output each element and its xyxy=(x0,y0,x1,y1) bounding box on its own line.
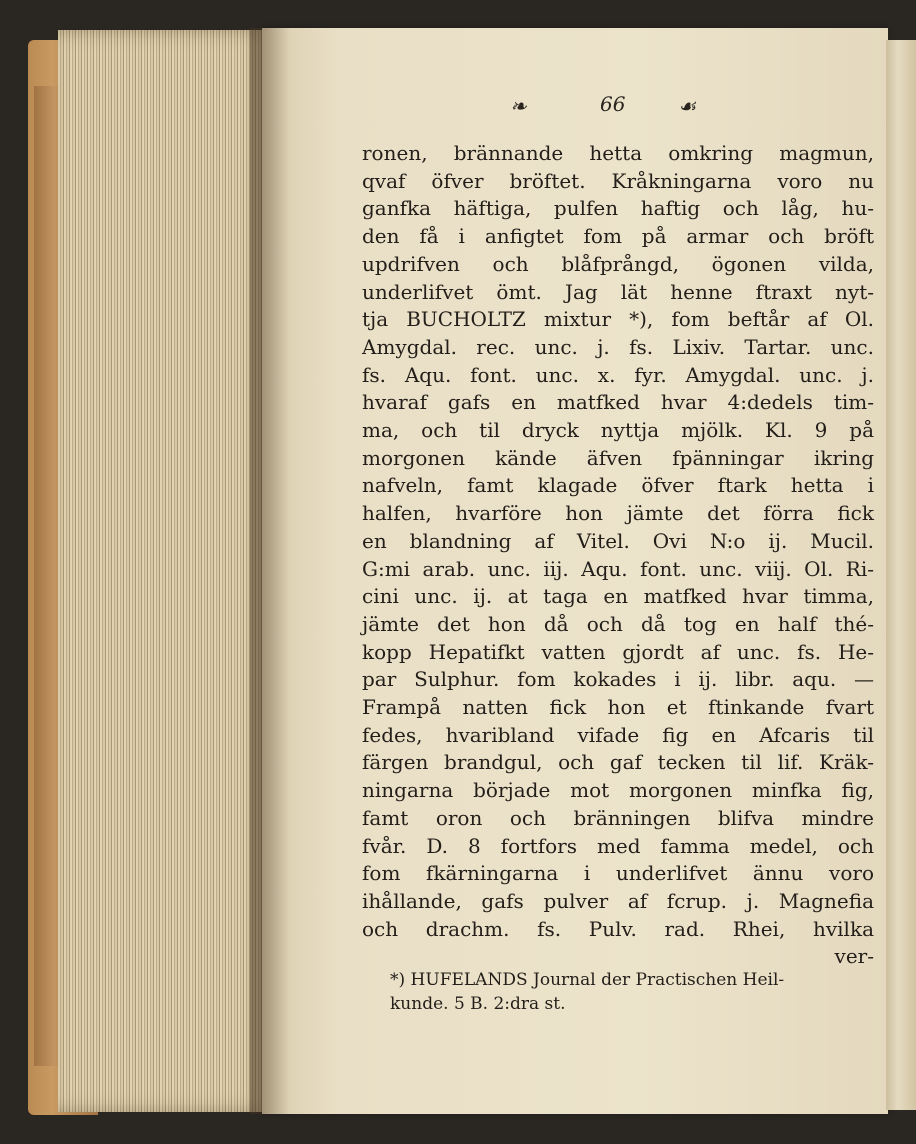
text-line: kopp Hepatifkt vatten gjordt af unc. fs. He- xyxy=(362,639,874,664)
text-line: G:mi arab. unc. iij. Aqu. font. unc. viij. Ol. Ri- xyxy=(362,556,874,581)
text-line: och drachm. fs. Pulv. rad. Rhei, hvilka xyxy=(362,916,874,941)
text-line: ronen, brännande hetta omkring magmun, xyxy=(362,141,874,165)
text-line: fs. Aqu. font. unc. x. fyr. Amygdal. unc. j. xyxy=(362,362,874,387)
text-line: ihållande, gafs pulver af fcrup. j. Magnefia xyxy=(362,888,874,913)
gutter-shadow xyxy=(250,28,290,1114)
text-line: fom fkärningarna i underlifvet ännu voro xyxy=(362,861,874,886)
page-edges xyxy=(58,30,270,1112)
text-line: Frampå natten fick hon et ftinkande fvart xyxy=(362,695,874,720)
text-line: tja BUCHOLTZ mixtur *), fom beftår af Ol. xyxy=(362,307,874,332)
text-line: fedes, hvaribland vifade fig en Afcaris til xyxy=(362,722,874,747)
text-line: hvaraf gafs en matfked hvar 4:dedels tim- xyxy=(362,390,874,415)
text-line: en blandning af Vitel. Ovi N:o ij. Mucil. xyxy=(362,528,874,553)
ornament-right-icon: ☙ xyxy=(678,94,696,118)
footnote xyxy=(390,968,874,1016)
text-line: underlifvet ömt. Jag lät henne ftraxt nyt- xyxy=(362,279,874,304)
text-line: updrifven och blåfprångd, ögonen vilda, xyxy=(362,251,874,276)
footnote-line: *) HUFELANDS Journal der Practischen Heil- xyxy=(390,970,785,990)
text-line: ganfka häftiga, pulfen haftig och låg, hu- xyxy=(362,196,874,221)
text-line: den få i anfigtet fom på armar och bröft xyxy=(362,224,874,249)
next-page-edge xyxy=(886,40,916,1110)
text-line: morgonen kände äfven fpänningar ikring xyxy=(362,445,874,470)
text-line: jämte det hon då och då tog en half thé- xyxy=(362,611,874,636)
footnote-line: kunde. 5 B. 2:dra st. xyxy=(390,994,566,1014)
catchword: ver- xyxy=(834,944,874,969)
text-line: halfen, hvarföre hon jämte det förra fick xyxy=(362,501,874,526)
text-line: Amygdal. rec. unc. j. fs. Lixiv. Tartar. unc. xyxy=(362,334,874,359)
body-text xyxy=(362,140,874,971)
page-header xyxy=(500,92,740,122)
text-line: fvår. D. 8 fortfors med famma medel, och xyxy=(362,833,874,858)
text-line: ma, och til dryck nyttja mjölk. Kl. 9 på xyxy=(362,418,874,443)
text-line: nafveln, famt klagade öfver ftark hetta i xyxy=(362,473,874,498)
text-line: famt oron och bränningen blifva mindre xyxy=(362,805,874,830)
text-line: ningarna började mot morgonen minfka fig, xyxy=(362,778,874,803)
text-line: qvaf öfver bröftet. Kråkningarna voro nu xyxy=(362,168,874,193)
text-line: par Sulphur. fom kokades i ij. libr. aqu. — xyxy=(362,667,874,692)
text-line: färgen brandgul, och gaf tecken til lif. Kräk- xyxy=(362,750,874,775)
ornament-left-icon: ❧ xyxy=(510,94,527,118)
text-line: cini unc. ij. at taga en matfked hvar timma, xyxy=(362,584,874,609)
page-number: 66 xyxy=(600,92,626,116)
